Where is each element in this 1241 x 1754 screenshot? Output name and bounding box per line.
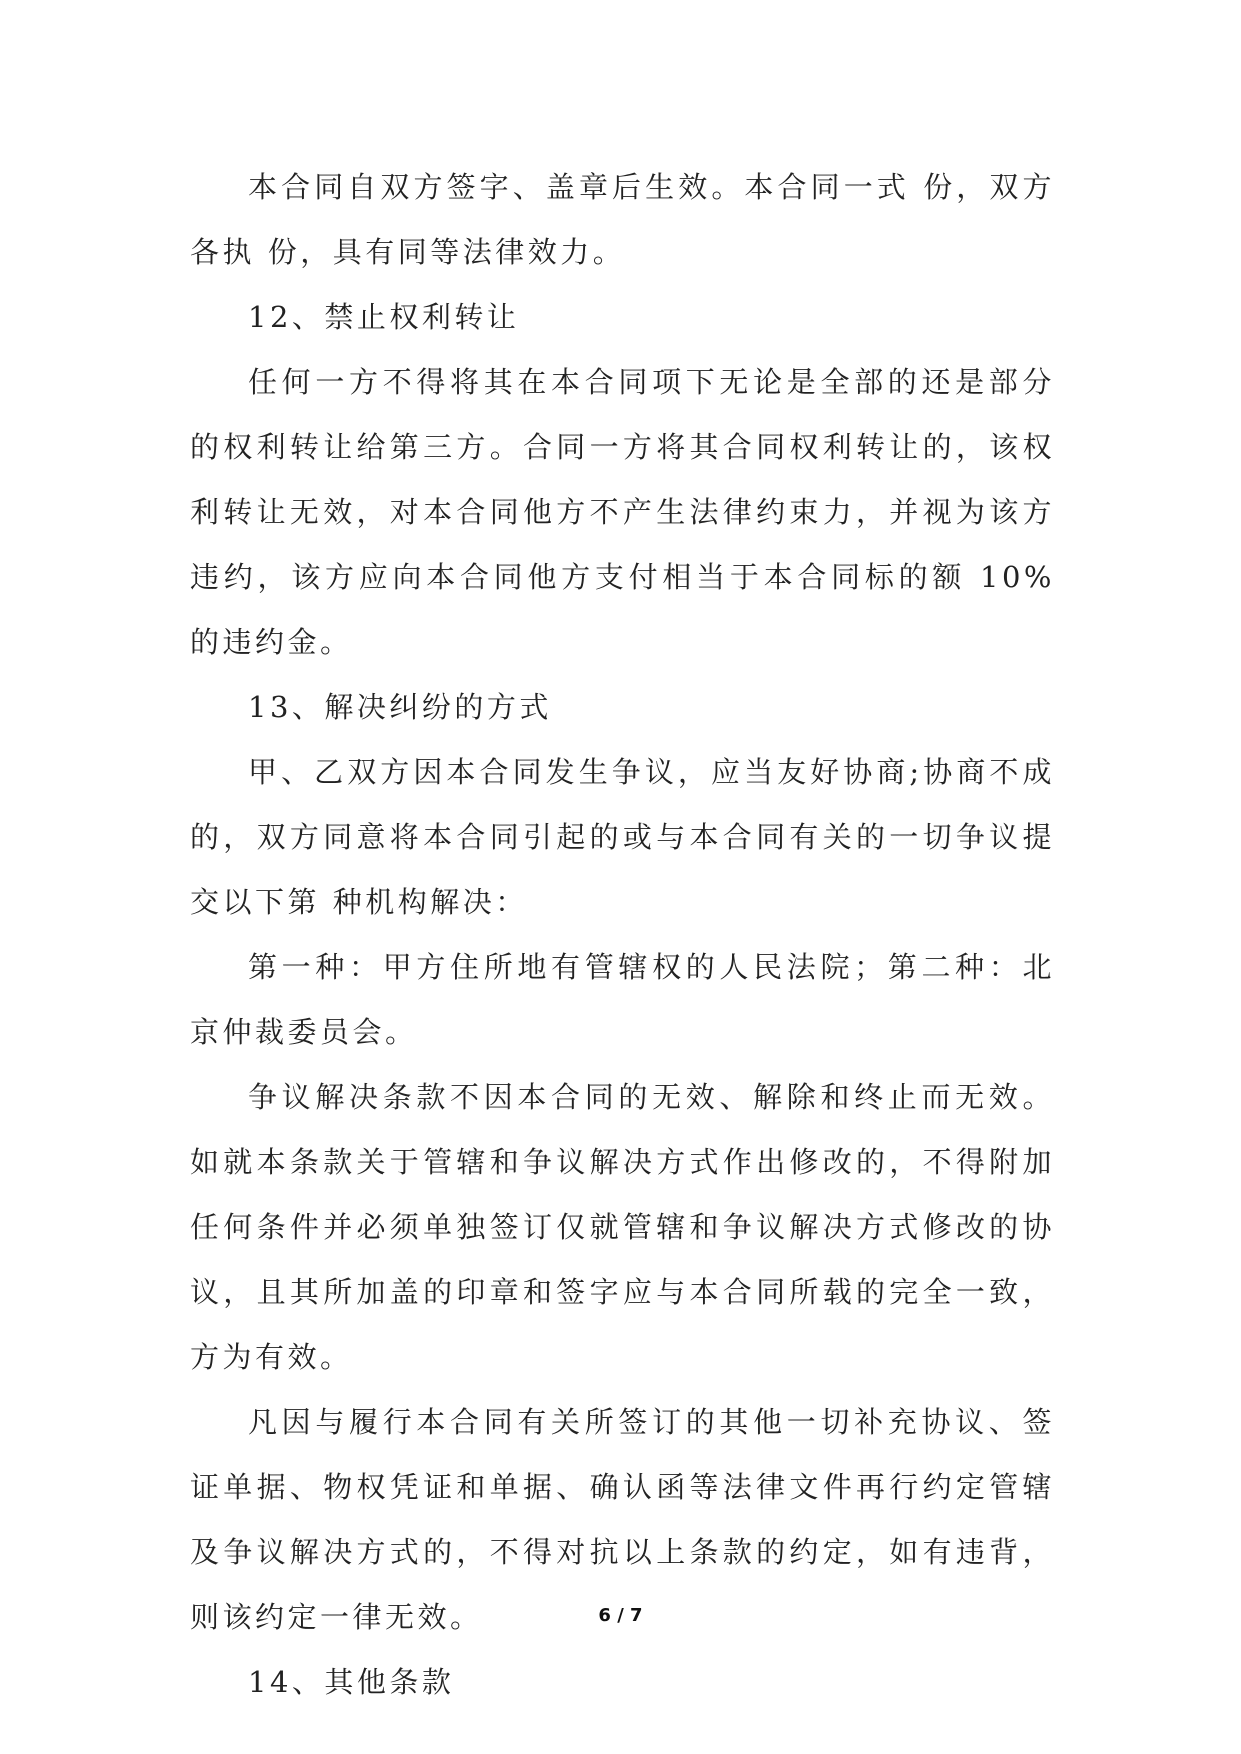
document-body <box>190 155 1055 1715</box>
paragraph-supplementary-agreements: 凡因与履行本合同有关所签订的其他一切补充协议、签证单据、物权凭证和单据、确认函等法律文件再行约定管辖及争议解决方式的，不得对抗以上条款的约定，如有违背，则该约定一律无效。 <box>190 1405 1055 1634</box>
paragraph-effectiveness: 本合同自双方签字、盖章后生效。本合同一式 份，双方各执 份，具有同等法律效力。 <box>190 170 1055 269</box>
heading-section-12: 12、禁止权利转让 <box>248 300 520 334</box>
paragraph-dispute-negotiation: 甲、乙双方因本合同发生争议，应当友好协商;协商不成的，双方同意将本合同引起的或与本合同有关的一切争议提交以下第 种机构解决： <box>190 755 1055 919</box>
heading-section-13: 13、解决纠纷的方式 <box>248 690 552 724</box>
paragraph-transfer-prohibition: 任何一方不得将其在本合同项下无论是全部的还是部分的权利转让给第三方。合同一方将其合同权利转让的，该权利转让无效，对本合同他方不产生法律约束力，并视为该方违约，该方应向本合同他方支付相当于本合同标的额 10%的违约金。 <box>190 365 1055 659</box>
paragraph-dispute-options: 第一种：甲方住所地有管辖权的人民法院；第二种：北京仲裁委员会。 <box>190 950 1055 1049</box>
paragraph-dispute-clause-validity: 争议解决条款不因本合同的无效、解除和终止而无效。如就本条款关于管辖和争议解决方式作出修改的，不得附加任何条件并必须单独签订仅就管辖和争议解决方式修改的协议，且其所加盖的印章和签字应与本合同所载的完全一致，方为有效。 <box>190 1080 1055 1374</box>
page-number: 6 / 7 <box>598 1605 643 1626</box>
heading-section-14: 14、其他条款 <box>248 1665 455 1699</box>
